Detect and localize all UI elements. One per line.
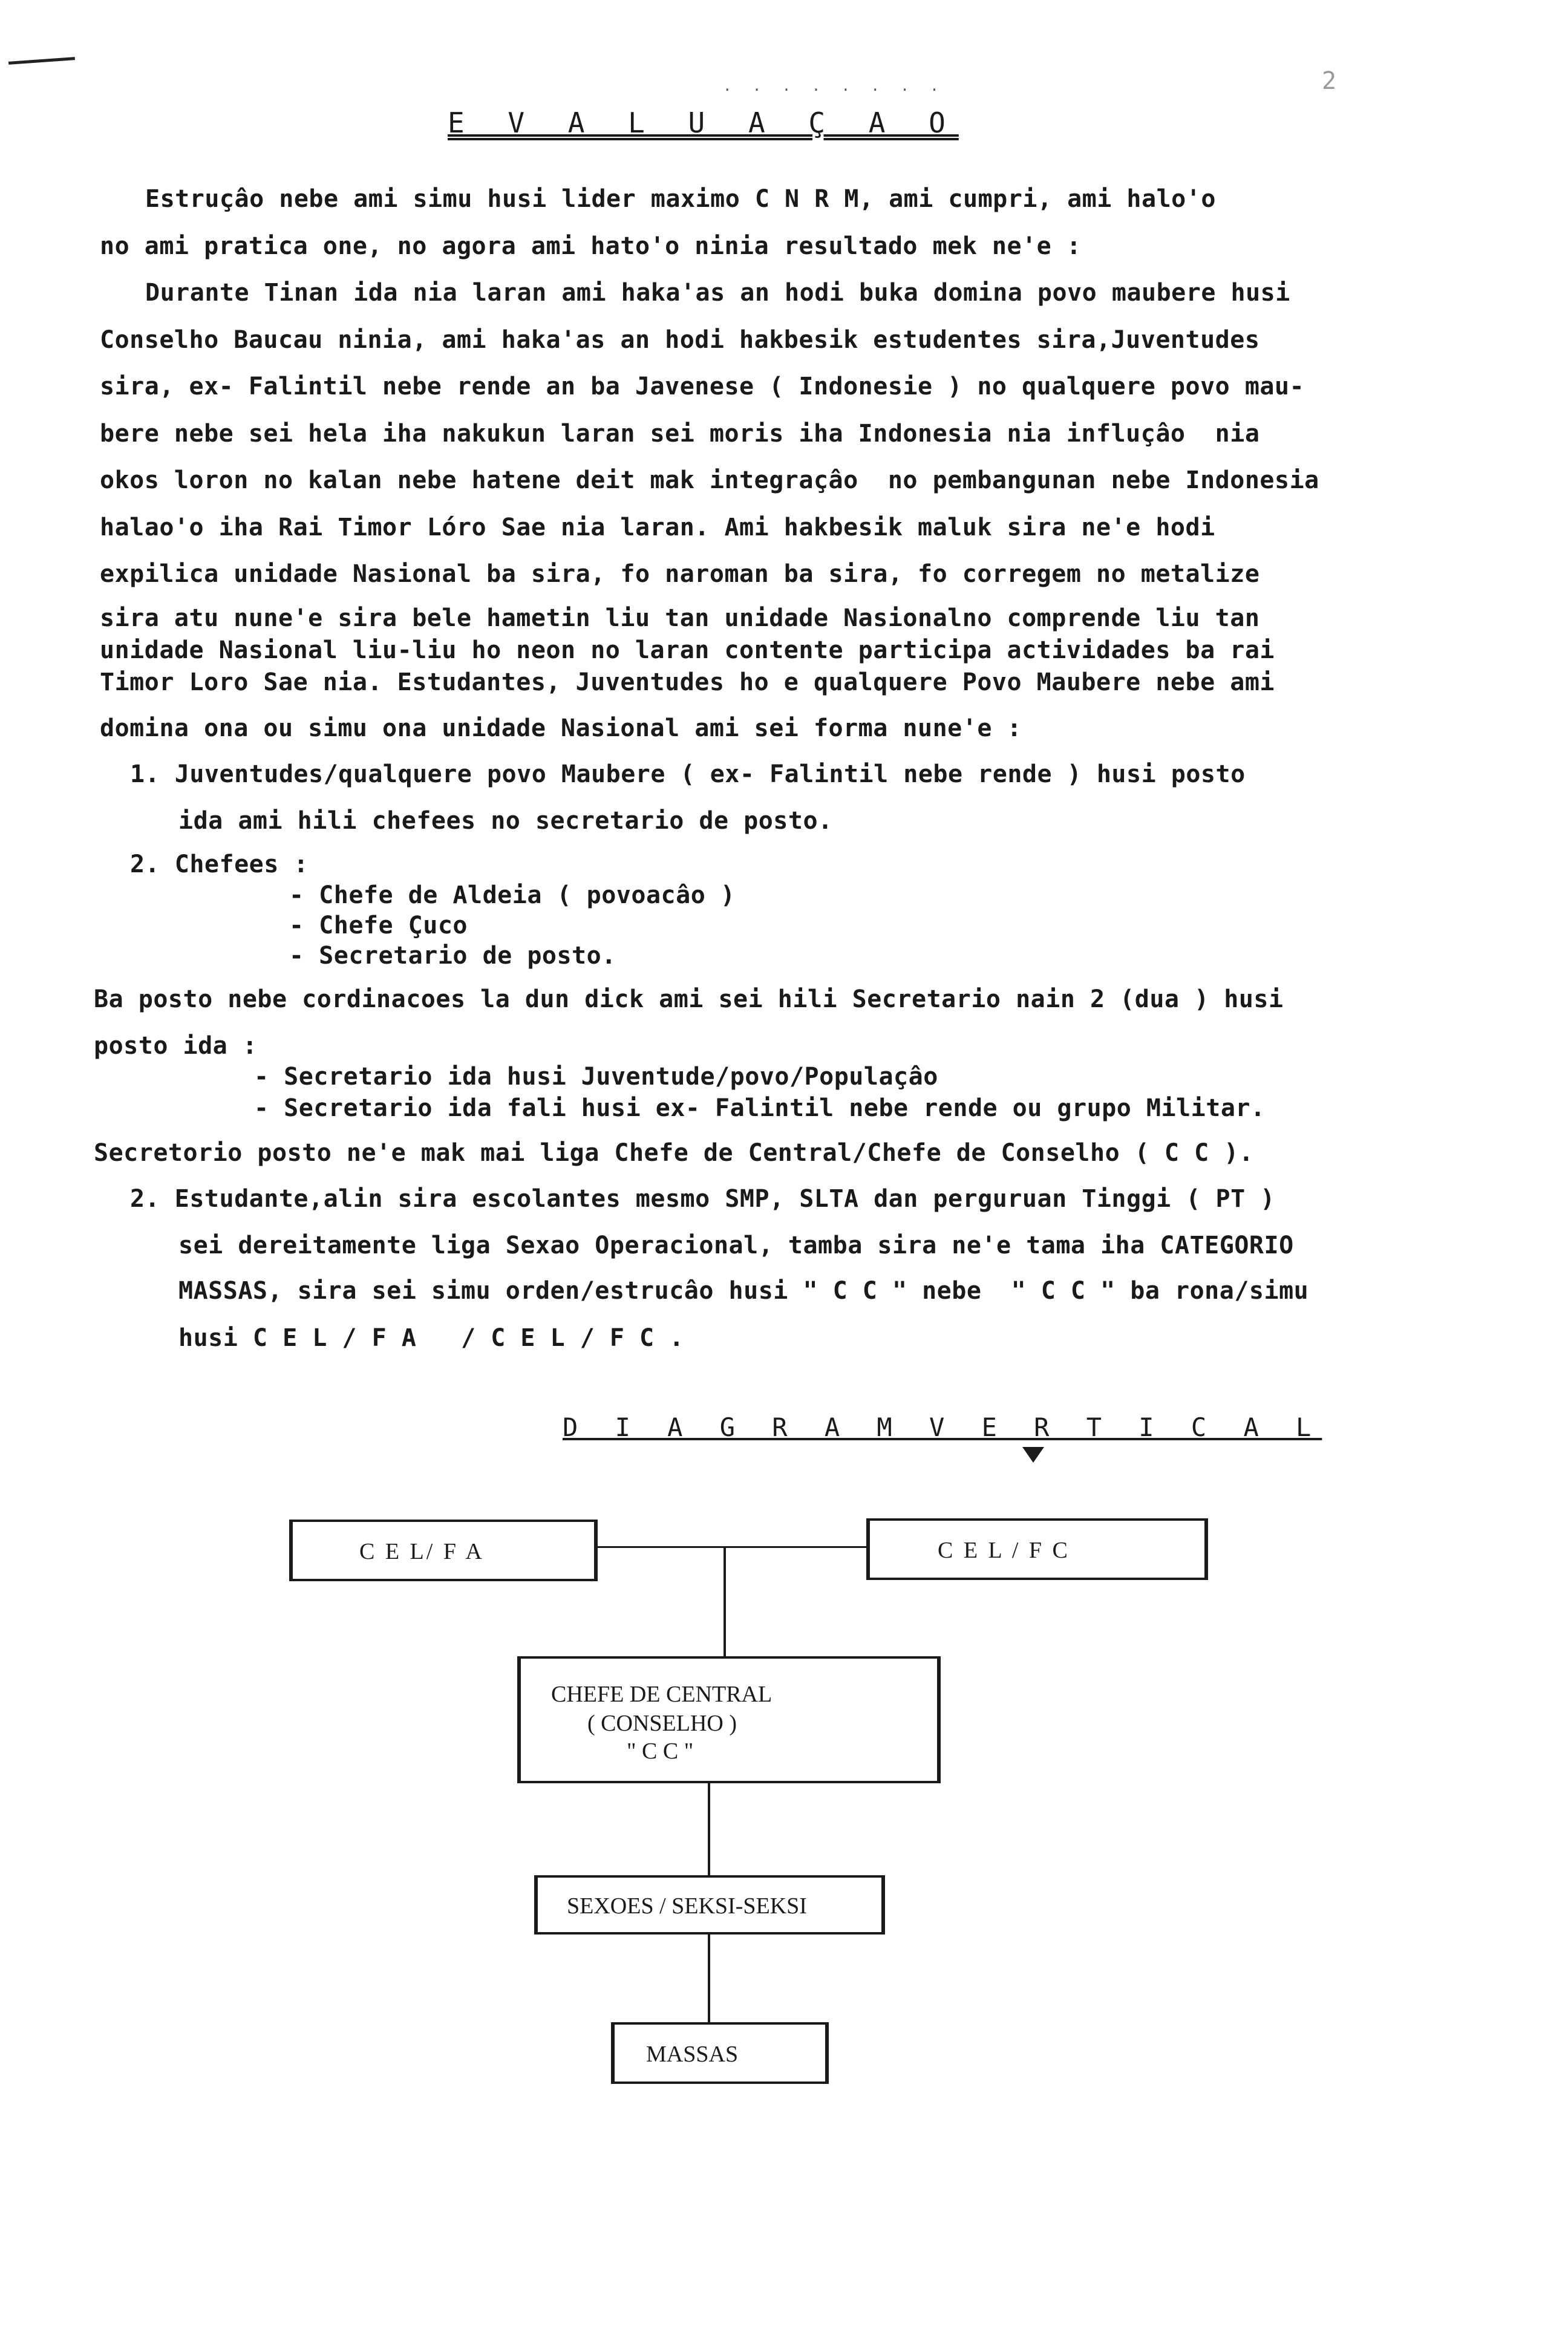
paragraph-line: no ami pratica one, no agora ami hato'o ninia resultado mek ne'e : — [100, 232, 1082, 260]
paragraph-line: Estruçâo nebe ami simu husi lider maximo C N R M, ami cumpri, ami halo'o — [145, 185, 1216, 213]
sexoes-box — [534, 1875, 885, 1935]
box-label: " C C " — [627, 1739, 694, 1764]
list-item: sei dereitamente liga Sexao Operacional, tamba sira ne'e tama iha CATEGORIO — [178, 1232, 1294, 1259]
paragraph-line: bere nebe sei hela iha nakukun laran sei moris iha Indonesia nia influçâo nia — [100, 420, 1260, 448]
paragraph-line: sira atu nune'e sira bele hametin liu tan unidade Nasionalno comprende liu tan — [100, 604, 1260, 632]
list-item: - Chefe Çuco — [289, 912, 468, 939]
paragraph-line: unidade Nasional liu-liu ho neon no laran contente participa actividades ba rai — [100, 636, 1275, 664]
list-item: husi C E L / F A / C E L / F C . — [178, 1324, 684, 1352]
box-label: SEXOES / SEKSI-SEKSI — [567, 1893, 807, 1919]
diagram-title: D I A G R A M V E R T I C A L — [563, 1412, 1322, 1442]
list-item: MASSAS, sira sei simu orden/estrucâo husi " C C " nebe " C C " ba rona/simu — [178, 1277, 1309, 1305]
cel-fa-box — [289, 1520, 598, 1581]
paragraph-line: sira, ex- Falintil nebe rende an ba Javenese ( Indonesie ) no qualquere povo mau- — [100, 373, 1305, 400]
scan-dots: . . . . . . . . — [723, 77, 945, 94]
connector-line — [708, 1783, 710, 1875]
box-label: MASSAS — [646, 2042, 739, 2067]
scan-mark — [8, 57, 75, 65]
connector-line — [708, 1935, 710, 2022]
list-item: 1. Juventudes/qualquere povo Maubere ( ex- Falintil nebe rende ) husi posto — [130, 760, 1246, 788]
paragraph-line: Timor Loro Sae nia. Estudantes, Juventudes ho e qualquere Povo Maubere nebe ami — [100, 668, 1275, 696]
box-label: C E L/ F A — [359, 1539, 485, 1564]
list-item: ida ami hili chefees no secretario de posto. — [178, 807, 833, 835]
connector-line — [724, 1546, 726, 1656]
paragraph-line: domina ona ou simu ona unidade Nasional ami sei forma nune'e : — [100, 714, 1022, 742]
box-label: ( CONSELHO ) — [587, 1711, 737, 1736]
paragraph-line: halao'o iha Rai Timor Lóro Sae nia laran. Ami hakbesik maluk sira ne'e hodi — [100, 514, 1215, 541]
box-label: CHEFE DE CENTRAL — [551, 1682, 773, 1707]
paragraph-line: Secretorio posto ne'e mak mai liga Chefe de Central/Chefe de Conselho ( C C ). — [94, 1139, 1254, 1167]
paragraph-line: Ba posto nebe cordinacoes la dun dick ami sei hili Secretario nain 2 (dua ) husi — [94, 985, 1284, 1013]
chefe-central-box — [517, 1656, 941, 1783]
paragraph-line: okos loron no kalan nebe hatene deit mak integraçâo no pembangunan nebe Indonesia — [100, 466, 1319, 494]
arrow-head-icon — [1022, 1447, 1044, 1463]
connector-line — [598, 1546, 866, 1548]
corner-mark: 2 — [1322, 67, 1337, 95]
list-item: 2. Estudante,alin sira escolantes mesmo SMP, SLTA dan perguruan Tinggi ( PT ) — [130, 1185, 1275, 1213]
list-item: - Secretario ida husi Juventude/povo/Populaçâo — [254, 1063, 938, 1091]
list-item: 2. Chefees : — [130, 851, 309, 878]
paragraph-line: expilica unidade Nasional ba sira, fo naroman ba sira, fo corregem no metalize — [100, 560, 1260, 588]
paragraph-line: posto ida : — [94, 1032, 258, 1060]
cel-fc-box — [866, 1518, 1208, 1580]
list-item: - Secretario de posto. — [289, 942, 616, 970]
list-item: - Chefe de Aldeia ( povoacâo ) — [289, 881, 736, 909]
box-label: C E L / F C — [938, 1538, 1070, 1563]
paragraph-line: Durante Tinan ida nia laran ami haka'as an hodi buka domina povo maubere husi — [145, 279, 1290, 307]
paragraph-line: Conselho Baucau ninia, ami haka'as an hodi hakbesik estudentes sira,Juventudes — [100, 326, 1260, 354]
massas-box — [611, 2022, 829, 2084]
page-title: E V A L U A Ç A O — [448, 106, 959, 139]
list-item: - Secretario ida fali husi ex- Falintil nebe rende ou grupo Militar. — [254, 1094, 1266, 1122]
